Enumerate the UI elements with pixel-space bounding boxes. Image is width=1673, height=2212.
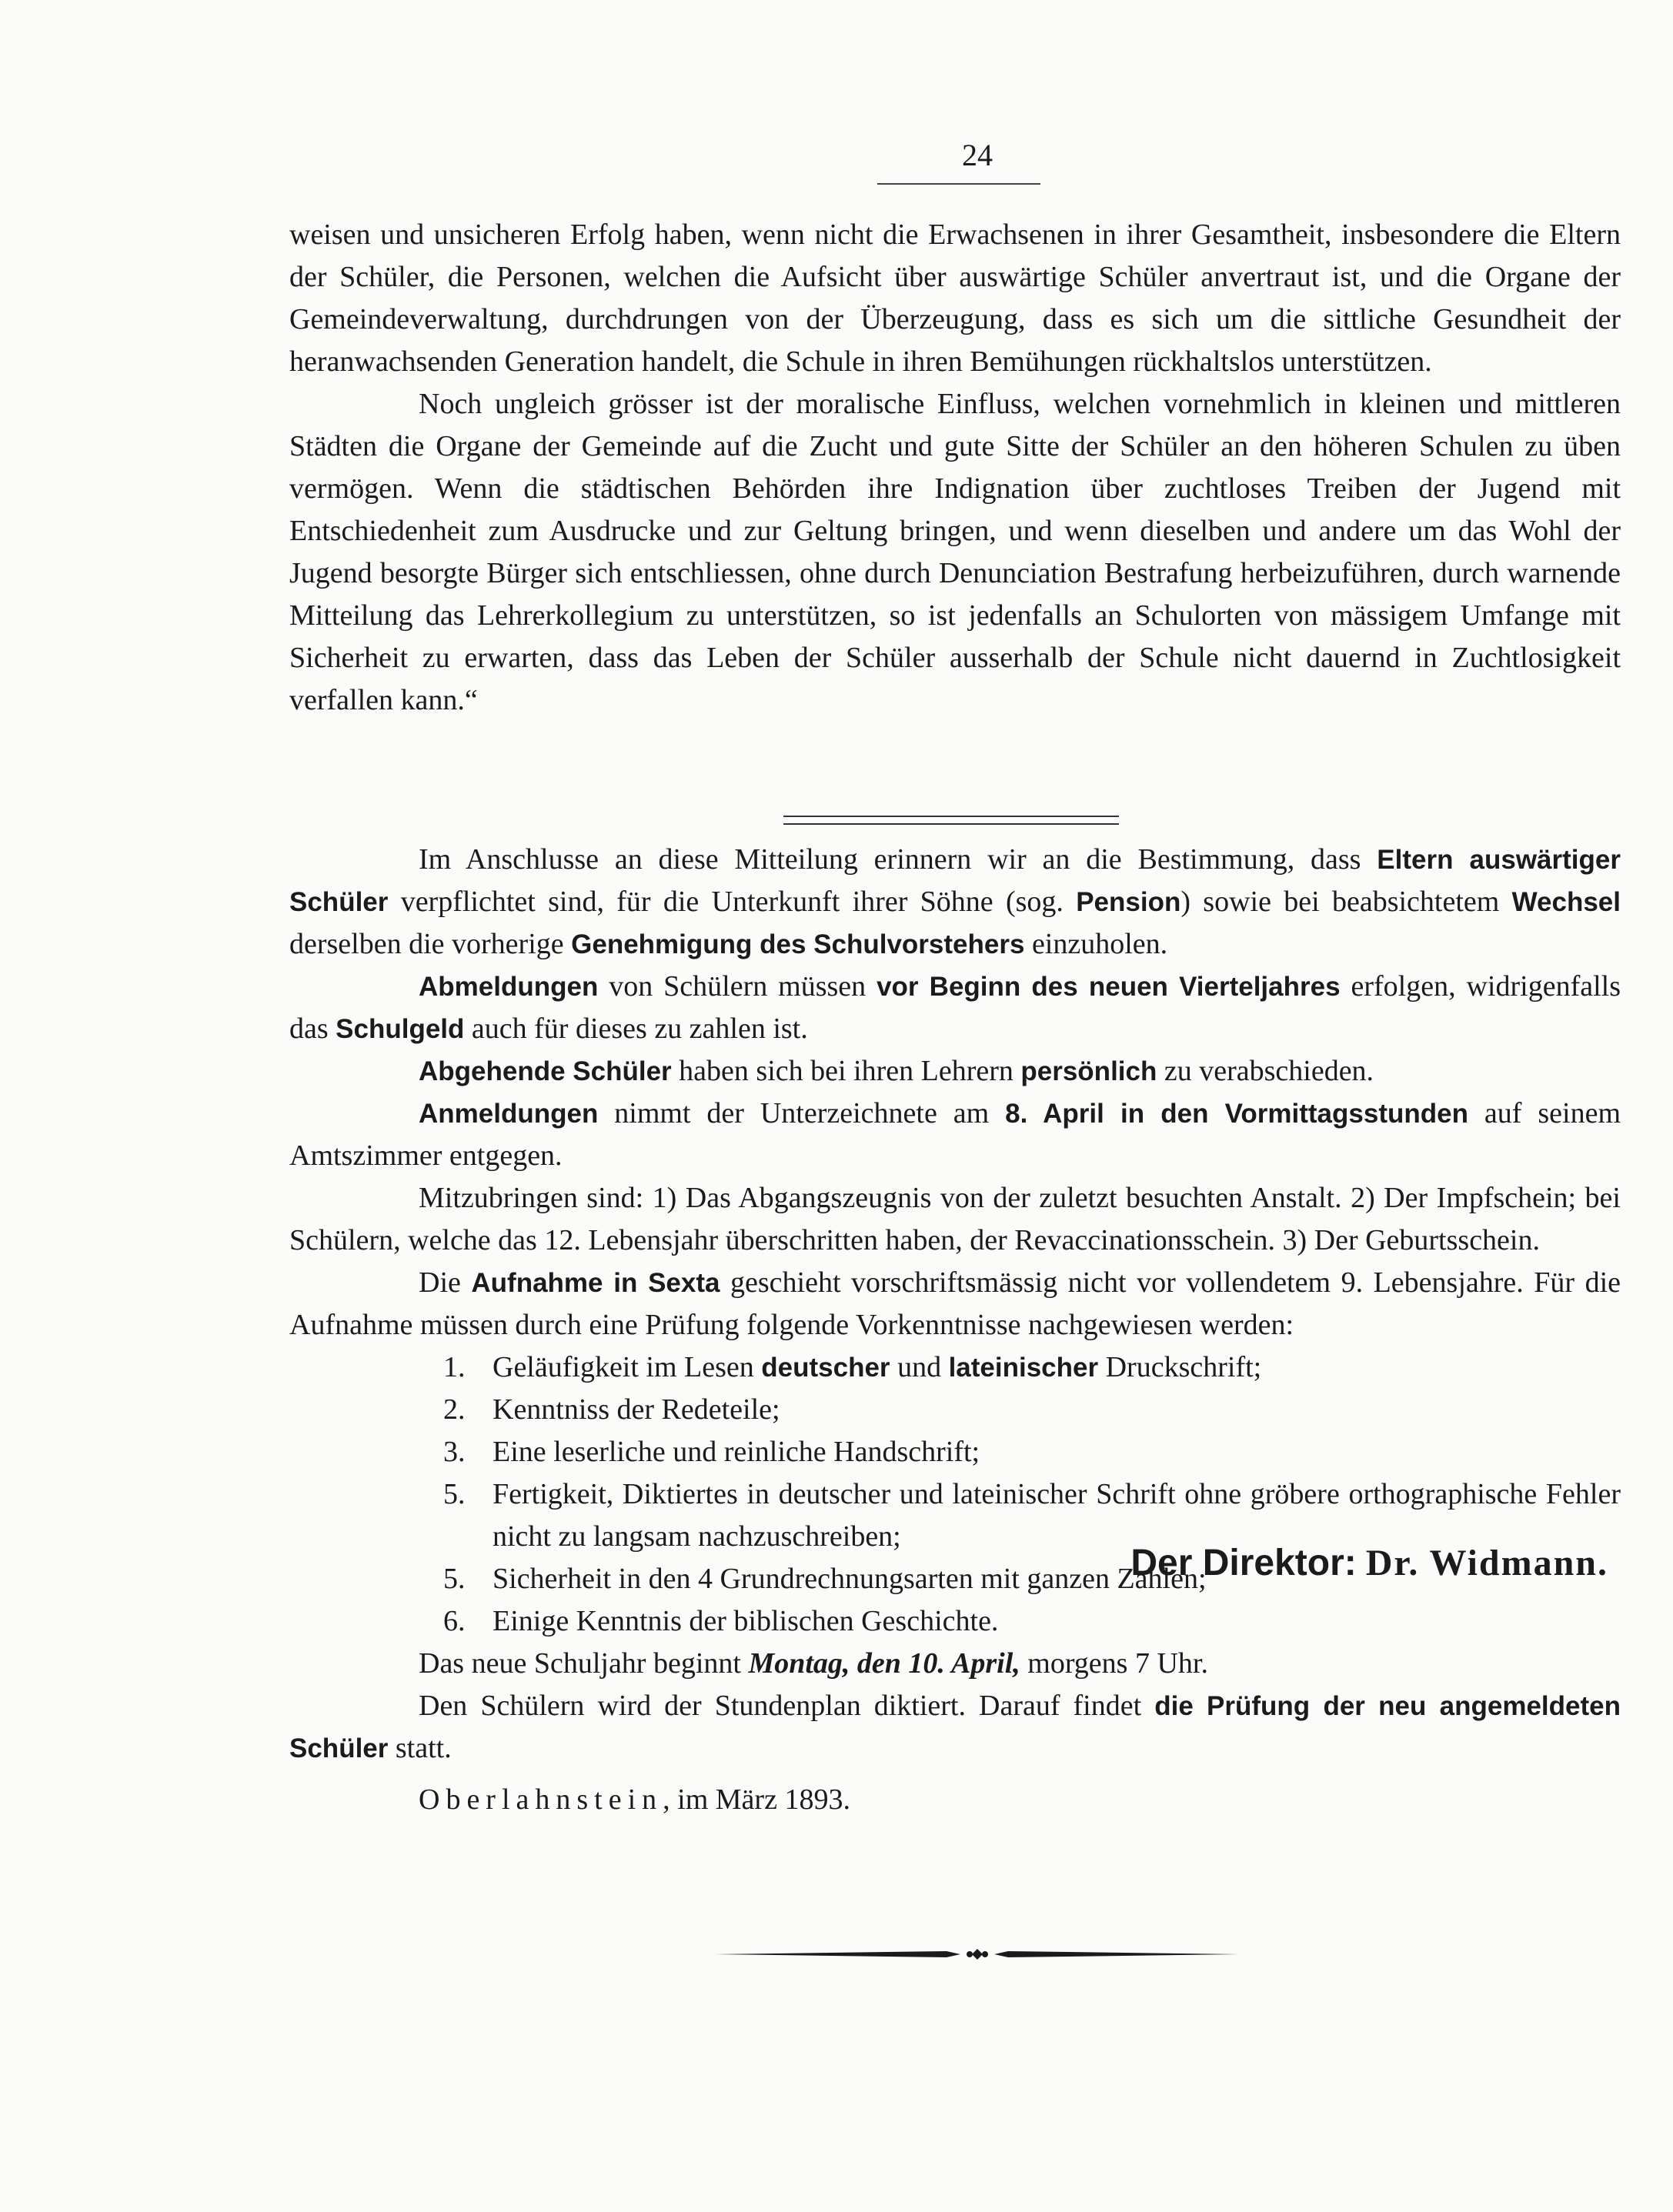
list-item-number: 1.: [443, 1351, 466, 1383]
p3-bold-1: Eltern auswärtiger Schüler: [289, 845, 1621, 917]
section-separator: [783, 816, 1119, 825]
text-block-top: [289, 214, 1621, 722]
signature-label: Der Direktor:: [1130, 1543, 1357, 1583]
p4-text-1: von Schülern müssen: [598, 970, 877, 1003]
p9-text-1: Das neue Schuljahr beginnt: [419, 1647, 749, 1680]
place-name: Oberlahnstein: [419, 1783, 663, 1816]
list-item: [289, 1600, 1621, 1643]
list-item-text: Druckschrift;: [1098, 1351, 1262, 1383]
list-item-text: Fertigkeit, Diktiertes in deutscher und lateinischer Schrift ohne gröbere orthographische Fehler nicht zu langsam nachzuschreiben;: [493, 1478, 1621, 1553]
closing-ornament: [716, 1943, 1239, 1966]
p5-bold-2: persönlich: [1020, 1056, 1157, 1086]
p5-text-2: zu verabschieden.: [1157, 1055, 1374, 1087]
p8-text-2: geschieht vorschriftsmässig nicht vor vollendetem 9. Lebensjahre. Für die Aufnahme müssen durch eine Prüfung folgende Vorkenntnisse nachgewiesen werden:: [289, 1266, 1621, 1341]
list-item-text: Einige Kenntnis der biblischen Geschichte.: [493, 1605, 999, 1637]
page-number: 24: [962, 138, 993, 172]
p10-bold-1: die Prüfung der neu angemeldeten Schüler: [289, 1691, 1621, 1763]
p3-text-4: derselben die vorherige: [289, 928, 572, 960]
p3-text-3: ) sowie bei beabsichtetem: [1180, 886, 1512, 918]
p6-text-1: nimmt der Unterzeichnete am: [598, 1097, 1006, 1129]
page-number-rule: [877, 183, 1040, 185]
list-item: [289, 1389, 1621, 1431]
list-item-text: Kenntniss der Redeteile;: [493, 1393, 780, 1426]
p6-bold-1: Anmeldungen: [419, 1099, 599, 1129]
paragraph-2: Noch ungleich grösser ist der moralische Einfluss, welchen vornehmlich in kleinen und mittleren Städten die Organe der Gemeinde auf die Zucht und gute Sitte der Schüler an den höheren Schulen zu üben vermögen. Wenn die städtischen Behörden ihre Indignation über zuchtloses Treiben der Jugend mit Entschiedenheit zum Ausdrucke und zur Geltung bringen, und wenn dieselben und andere um das Wohl der Jugend besorgte Bürger sich entschliessen, ohne durch Denunciation Bestrafung herbeizuführen, durch warnende Mitteilung das Lehrerkollegium zu unterstützen, so ist jedenfalls an Schulorten von mässigem Umfange mit Sicherheit zu erwarten, dass das Leben der Schüler ausserhalb der Schule nicht dauernd in Zuchtlosigkeit verfallen kann.“: [289, 388, 1621, 716]
list-item-number: 5.: [443, 1478, 466, 1510]
signature-name: Dr. Widmann.: [1365, 1543, 1608, 1583]
p6-bold-2: 8. April in den Vormittagsstunden: [1005, 1099, 1468, 1129]
p4-bold-2: vor Beginn des neuen Vierteljahres: [877, 972, 1341, 1002]
paragraph-6: [289, 1093, 1621, 1177]
p6-text-2: auf seinem Amtszimmer entgegen.: [289, 1097, 1621, 1172]
list-item-text: Geläufigkeit im Lesen: [493, 1351, 762, 1383]
list-item-number: 3.: [443, 1436, 466, 1468]
p3-bold-2: Pension: [1076, 887, 1181, 917]
p3-bold-4: Genehmigung des Schulvorstehers: [571, 929, 1025, 959]
requirements-list: [289, 1346, 1621, 1643]
p8-text-1: Die: [419, 1266, 472, 1299]
p10-text-1: Den Schülern wird der Stundenplan diktiert. Darauf findet: [419, 1690, 1155, 1722]
paragraph-9: [289, 1643, 1621, 1685]
p5-bold-1: Abgehende Schüler: [419, 1056, 672, 1086]
list-item-number: 2.: [443, 1393, 466, 1426]
p9-bold-italic: Montag, den 10. April,: [748, 1647, 1020, 1680]
date-text: , im März 1893.: [663, 1783, 850, 1816]
p5-text-1: haben sich bei ihren Lehrern: [671, 1055, 1021, 1087]
list-item-number: 5.: [443, 1563, 466, 1595]
place-date-line: [289, 1779, 1621, 1821]
p3-text-1: Im Anschlusse an diese Mitteilung erinnern wir an die Bestimmung, dass: [419, 843, 1377, 876]
p3-text-5: einzuholen.: [1024, 928, 1168, 960]
p9-text-2: morgens 7 Uhr.: [1020, 1647, 1208, 1680]
list-item-bold: lateinischer: [948, 1353, 1099, 1383]
p4-bold-3: Schulgeld: [336, 1014, 465, 1044]
paragraph-10: [289, 1685, 1621, 1770]
list-item-text: Sicherheit in den 4 Grundrechnungsarten mit ganzen Zahlen;: [493, 1563, 1207, 1595]
paragraph-3: [289, 839, 1621, 966]
p4-bold-1: Abmeldungen: [419, 972, 599, 1002]
p10-text-2: statt.: [388, 1732, 452, 1764]
paragraph-8: [289, 1262, 1621, 1346]
list-item-text: Eine leserliche und reinliche Handschrift;: [493, 1436, 980, 1468]
paragraph-7: Mitzubringen sind: 1) Das Abgangszeugnis von der zuletzt besuchten Anstalt. 2) Der Impfschein; bei Schülern, welche das 12. Lebensjahr überschritten haben, der Revaccinationsschein. 3) Der Geburtsschein.: [289, 1182, 1621, 1256]
list-item-text: und: [890, 1351, 949, 1383]
list-item-bold: deutscher: [761, 1353, 890, 1383]
paragraph-4: [289, 966, 1621, 1050]
signature-line: [923, 1540, 1608, 1586]
p3-bold-3: Wechsel: [1511, 887, 1621, 917]
list-item-number: 6.: [443, 1605, 466, 1637]
paragraph-5: [289, 1050, 1621, 1093]
list-item: [289, 1346, 1621, 1389]
p4-text-2: erfolgen, widrigenfalls das: [289, 970, 1621, 1045]
text-block-notices: [289, 839, 1621, 1821]
list-item: [289, 1431, 1621, 1473]
p4-text-3: auch für dieses zu zahlen ist.: [464, 1013, 808, 1045]
p8-bold-1: Aufnahme in Sexta: [471, 1268, 720, 1298]
p3-text-2: verpflichtet sind, für die Unterkunft ihrer Söhne (sog.: [388, 886, 1077, 918]
paragraph-1: weisen und unsicheren Erfolg haben, wenn nicht die Erwachsenen in ihrer Gesamtheit, insbesondere die Eltern der Schüler, die Personen, welchen die Aufsicht über auswärtige Schüler anvertraut ist, und die Organe der Gemeindeverwaltung, durchdrungen von der Überzeugung, dass es sich um die sittliche Gesundheit der heranwachsenden Generation handelt, die Schule in ihren Bemühungen rückhaltslos unterstützen.: [289, 219, 1621, 378]
